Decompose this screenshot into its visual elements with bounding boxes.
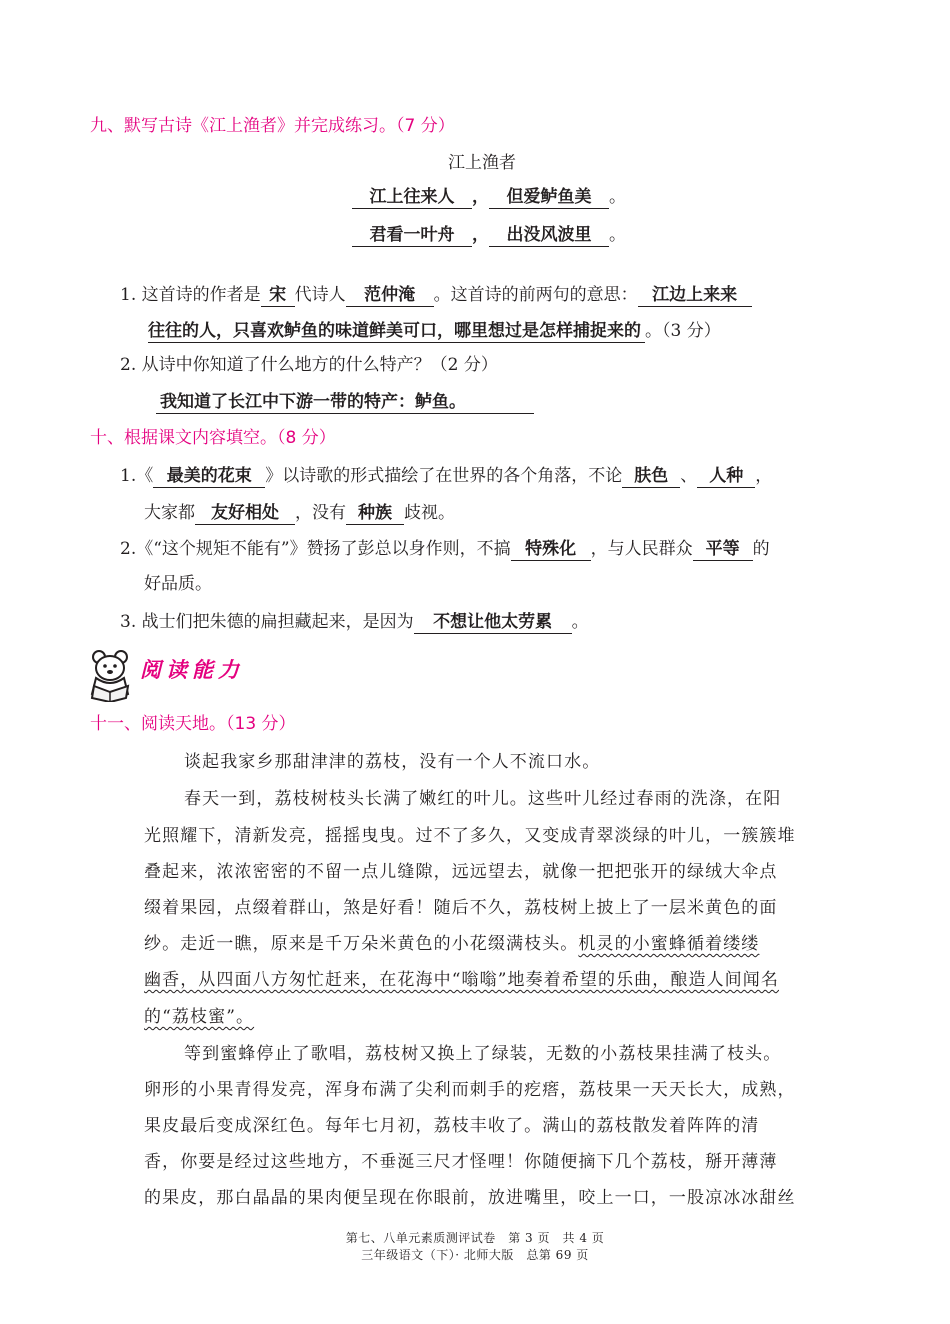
answer-blank: 但爱鲈鱼美 (489, 188, 609, 209)
section-11-heading: 十一、阅读天地。（13 分） (90, 714, 296, 734)
section-9-heading: 九、默写古诗《江上渔者》并完成练习。（7 分） (90, 116, 455, 136)
passage-line: 卵形的小果青得发亮，浑身布满了尖利而刺手的疙瘩，荔枝果一天天长大，成熟， (144, 1080, 796, 1100)
answer-blank: 范仲淹 (346, 286, 434, 307)
question-10-3: 3. 战士们把朱德的扁担藏起来，是因为 不想让他太劳累 。 (120, 612, 589, 632)
footer-line-2: 三年级语文（下）· 北师大版 总第 69 页 (361, 1248, 589, 1262)
question-10-1: 1.《 最美的花束 》以诗歌的形式描绘了在世界的各个角落，不论 肤色 、 人种 ， (120, 466, 773, 486)
answer-blank: 出没风波里 (489, 226, 609, 247)
question-10-1-cont: 大家都 友好相处 ，没有 种族 歧视。 (144, 503, 455, 523)
question-9-2-answer (156, 393, 534, 414)
page-footer (0, 1232, 950, 1261)
answer-blank: 友好相处 (195, 504, 295, 525)
question-9-2: 2. 从诗中你知道了什么地方的什么特产？（2 分） (120, 355, 498, 375)
passage-line: 等到蜜蜂停止了歌唱，荔枝树又换上了绿装，无数的小荔枝果挂满了枝头。 (184, 1044, 782, 1064)
answer-blank: 不想让他太劳累 (414, 613, 572, 634)
answer-blank: 肤色 (622, 467, 680, 488)
passage-line: 春天一到，荔枝树枝头长满了嫩红的叶儿。这些叶儿经过春雨的洗涤，在阳 (184, 789, 782, 809)
answer-blank: 江边上来来 (638, 286, 752, 307)
answer-blank: 我知道了长江中下游一带的特产：鲈鱼。 (156, 393, 534, 414)
answer-blank: 江上往来人 (352, 188, 472, 209)
poem-title: 江上渔者 (448, 153, 516, 173)
wavy-underlined-sentence: 幽香，从四面八方匆忙赶来，在花海中“嗡嗡”地奏着希望的乐曲，酿造人间闻名 (144, 970, 779, 990)
answer-blank: 特殊化 (511, 540, 591, 561)
passage-line: 纱。走近一瞧，原来是千万朵米黄色的小花缀满枝头。机灵的小蜜蜂循着缕缕 (144, 934, 760, 954)
poem-line-1: 江上往来人 ， 但爱鲈鱼美 。 (352, 188, 626, 209)
answer-blank: 平等 (693, 540, 753, 561)
question-9-1: 1. 这首诗的作者是 宋 代诗人 范仲淹 。这首诗的前两句的意思： 江边上来来 (120, 286, 752, 307)
passage-line: 缀着果园，点缀着群山，煞是好看！随后不久，荔枝树上披上了一层米黄色的面 (144, 898, 778, 918)
answer-blank: 人种 (697, 467, 755, 488)
question-10-2: 2.《“这个规矩不能有”》赞扬了彭总以身作则，不搞 特殊化 ，与人民群众 平等 的 (120, 539, 770, 559)
bear-reading-icon (86, 648, 136, 702)
footer-line-1: 第七、八单元素质测评试卷 第 3 页 共 4 页 (345, 1231, 605, 1245)
passage-line: 叠起来，浓浓密密的不留一点儿缝隙，远远望去，就像一把把张开的绿绒大伞点 (144, 862, 778, 882)
passage-line: 果皮最后变成深红色。每年七月初，荔枝丰收了。满山的荔枝散发着阵阵的清 (144, 1116, 760, 1136)
answer-blank: 往往的人，只喜欢鲈鱼的味道鲜美可口，哪里想过是怎样捕捉来的 (148, 322, 645, 343)
wavy-underlined-sentence: 的“荔枝蜜”。 (144, 1007, 255, 1027)
reading-section-label: 阅读能力 (140, 658, 244, 682)
passage-line: 的果皮，那白晶晶的果肉便呈现在你眼前，放进嘴里，咬上一口，一股凉冰冰甜丝 (144, 1188, 796, 1208)
passage-line: 光照耀下，清新发亮，摇摇曳曳。过不了多久，又变成青翠淡绿的叶儿，一簇簇堆 (144, 826, 796, 846)
answer-blank: 君看一叶舟 (352, 226, 472, 247)
question-9-1-cont: 往往的人，只喜欢鲈鱼的味道鲜美可口，哪里想过是怎样捕捉来的 。（3 分） (148, 321, 721, 341)
answer-blank: 最美的花束 (153, 467, 265, 488)
poem-line-2: 君看一叶舟 ， 出没风波里 。 (352, 226, 626, 247)
answer-blank: 宋 (261, 286, 295, 307)
question-10-2-cont: 好品质。 (144, 574, 212, 594)
passage-paragraph-1: 谈起我家乡那甜津津的荔枝，没有一个人不流口水。 (184, 752, 601, 772)
answer-blank: 种族 (346, 504, 404, 525)
wavy-underlined-sentence: 机灵的小蜜蜂循着缕缕 (578, 934, 760, 954)
passage-line: 香，你要是经过这些地方，不垂涎三尺才怪哩！你随便摘下几个荔枝，掰开薄薄 (144, 1152, 778, 1172)
section-10-heading: 十、根据课文内容填空。（8 分） (90, 428, 336, 448)
